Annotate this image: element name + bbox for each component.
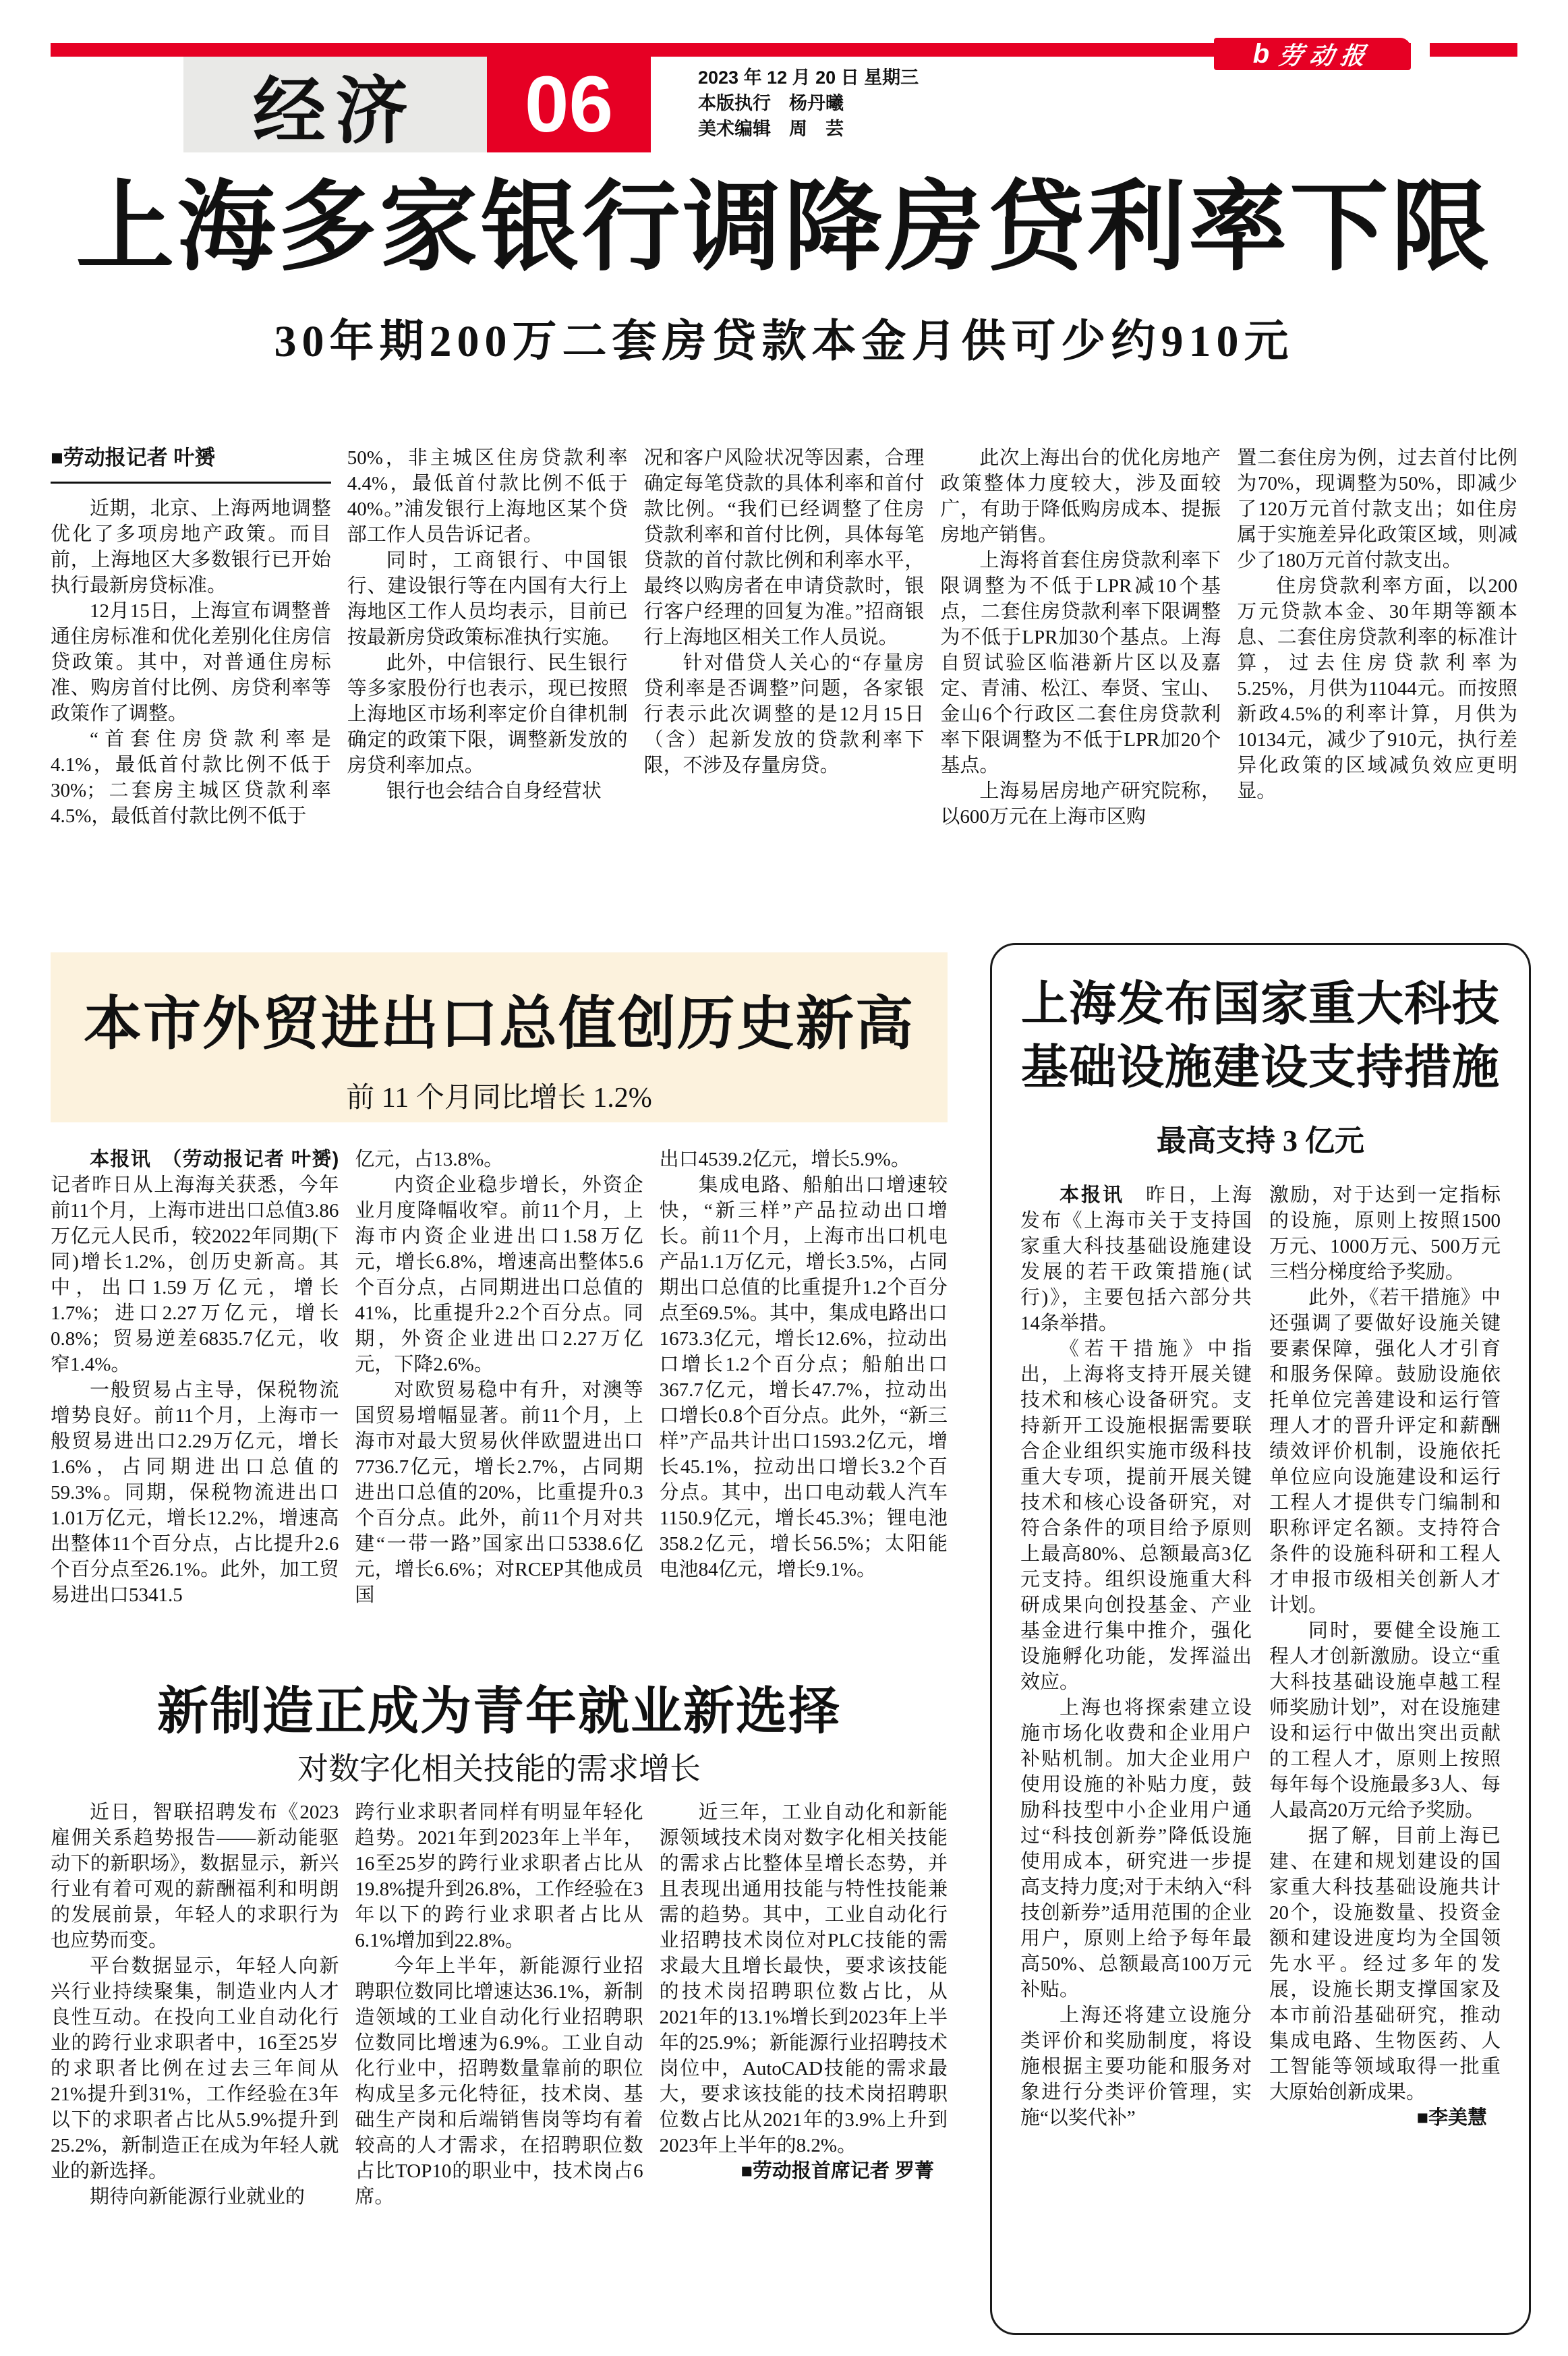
text-column <box>347 445 628 900</box>
paragraph: 50%，非主城区住房贷款利率4.4%，最低首付款比例不低于40%。”浦发银行上海地区某个贷部工作人员告诉记者。 <box>347 447 628 546</box>
page-number: 06 <box>524 60 614 149</box>
text-column <box>355 1147 643 1667</box>
text-column <box>1237 445 1517 900</box>
sci-tech-headline-line1: 上海发布国家重大科技 <box>1021 979 1500 1031</box>
paragraph: 针对借贷人关心的“存量房贷利率是否调整”问题，各家银行表示此次调整的是12月15日（含）起新发放的贷款利率下限，不涉及存量房贷。 <box>643 652 925 776</box>
page-number-box <box>487 57 651 152</box>
paragraph: 集成电路、船舶出口增速较快，“新三样”产品拉动出口增长。前11个月，上海市出口机电产品1.1万亿元，增长3.5%，占同期出口总值的比重提升1.2个百分点至69.5%。其中，集成电路出口1673.3亿元，增长12.6%，拉动出口增长1.2个百分点；船舶出口367.7亿元，增长47.7%，拉动出口增长0.8个百分点。此外，“新三样”产品共计出口1593.2亿元，增长45.1%，拉动出口增长3.2个百分点。其中，出口电动载人汽车1150.9亿元，增长45.3%；锂电池358.2亿元，增长56.5%；太阳能电池84亿元，增长9.1%。 <box>659 1174 948 1580</box>
paragraph: 出口4539.2亿元，增长5.9%。 <box>659 1149 910 1170</box>
paragraph: 此外，《若干措施》中还强调了要做好设施关键要素保障，强化人才引育和服务保障。鼓励设施依托单位完善建设和运行管理人才的晋升评定和薪酬绩效评价机制，设施依托单位应向设施建设和运行工程人才提供专门编制和职称评定名额。支持符合条件的设施科研和工程人才申报市级相关创新人才计划。 <box>1269 1287 1501 1616</box>
paragraph: 同时，要健全设施工程人才创新激励。设立“重大科技基础设施卓越工程师奖励计划”，对在设施建设和运行中做出突出贡献的工程人才，原则上按照每年每个设施最多3人、每人最高20万元给予奖励。 <box>1269 1620 1501 1821</box>
text-column <box>1020 1182 1252 2131</box>
paragraph: 上海还将建立设施分类评价和奖励制度，将设施根据主要功能和服务对象进行分类评价管理，实施“以奖代补” <box>1020 2005 1252 2129</box>
logo-b-icon: b <box>1252 39 1270 69</box>
paragraph: 上海也将探索建立设施市场化收费和企业用户补贴机制。加大企业用户使用设施的补贴力度，鼓励科技型中小企业用户通过“科技创新券”降低设施使用成本，研究进一步提高支持力度;对于未纳入“科技创新券”适用范围的企业用户，原则上给予每年最高50%、总额最高100万元补贴。 <box>1020 1697 1252 2001</box>
paragraph: 期待向新能源行业就业的 <box>90 2186 306 2208</box>
exec-editor-line: 本版执行 杨丹曦 <box>698 93 844 113</box>
paragraph: 本报讯 昨日，上海发布《上海市关于支持国家重大科技基础设施建设发展的若干政策措施(试行)》，主要包括六部分共14条举措。 <box>1020 1184 1252 1334</box>
logo-divider <box>1411 38 1430 70</box>
paragraph: 况和客户风险状况等因素，合理确定每笔贷款的具体利率和首付款比例。“我们已经调整了住房贷款利率和首付比例，具体每笔贷款的首付款比例和利率水平，最终以购房者在申请贷款时，银行客户经理的回复为准。”招商银行上海地区相关工作人员说。 <box>643 447 925 648</box>
section-label-box <box>183 57 487 152</box>
paragraph: 近三年，工业自动化和新能源领域技术岗对数字化相关技能的需求占比整体呈增长态势，并且表现出通用技能与特性技能兼需的趋势。其中，工业自动化行业招聘技术岗位对PLC技能的需求最大且增长最快，要求该技能的技术岗招聘职位数占比，从2021年的13.1%增长到2023年上半年的25.9%；新能源行业招聘技术岗位中，AutoCAD技能的需求最大，要求该技能的技术岗招聘职位数占比从2021年的3.9%上升到2023年上半年的8.2%。 <box>659 1802 948 2156</box>
paragraph: 此外，中信银行、民生银行等多家股份行也表示，现已按照上海地区市场利率定价自律机制确定的政策下限，调整新发放的房贷利率加点。 <box>347 652 628 776</box>
paragraph: 银行也会结合自身经营状 <box>386 780 602 802</box>
trade-subhead: 前 11 个月同比增长 1.2% <box>346 1083 652 1114</box>
manufacturing-subhead: 对数字化相关技能的需求增长 <box>297 1752 701 1786</box>
paragraph: 内资企业稳步增长，外资企业月度降幅收窄。前11个月，上海市内资企业进出口1.58万亿元，增长6.8%，增速高出整体5.6个百分点，占同期进出口总值的41%，比重提升2.2个百分点。同期，外资企业进出口2.27万亿元，下降2.6%。 <box>355 1174 643 1375</box>
paragraph: “首套住房贷款利率是4.1%，最低首付款比例不低于30%；二套房主城区贷款利率4.5%，最低首付款比例不低于 <box>51 728 331 827</box>
art-editor-line: 美术编辑 周 芸 <box>698 119 844 139</box>
text-column <box>660 1800 948 2334</box>
text-column <box>1269 1182 1501 2131</box>
sci-tech-headline <box>1020 973 1501 1100</box>
paragraph: 同时，工商银行、中国银行、建设银行等在内国有大行上海地区工作人员均表示，目前已按最新房贷政策标准执行实施。 <box>347 550 628 648</box>
sci-tech-box <box>990 943 1531 2335</box>
paragraph: 此次上海出台的优化房地产政策整体力度较大，涉及面较广，有助于降低购房成本、提振房地产销售。 <box>940 447 1221 546</box>
paragraph: 今年上半年，新能源行业招聘职位数同比增速达36.1%，新制造领域的工业自动化行业招聘职位数同比增速为6.9%。工业自动化行业中，招聘数量靠前的职位构成呈多元化特征，技术岗、基础生产岗和后端销售岗等均有着较高的人才需求，在招聘职位数占比TOP10的职业中，技术岗占6席。 <box>355 1955 643 2208</box>
sci-tech-headline-line2: 基础设施建设支持措施 <box>1021 1042 1500 1094</box>
paragraph: 激励，对于达到一定指标的设施，原则上按照1500万元、1000万元、500万元三档分梯度给予奖励。 <box>1269 1184 1501 1283</box>
lead-story-body <box>51 445 1517 900</box>
logo-name: 劳动报 <box>1277 42 1374 69</box>
lead-subhead: 30年期200万二套房贷款本金月供可少约910元 <box>274 317 1294 366</box>
paragraph: 置二套住房为例，过去首付比例为70%，现调整为50%，即减少了120万元首付款支出；如住房属于实施差异化政策区域，则减少了180万元首付款支出。 <box>1237 447 1517 571</box>
paragraph: 住房贷款利率方面，以200万元贷款本金、30年期等额本息、二套住房贷款利率的标准计算，过去住房贷款利率为5.25%，月供为11044元。而按照新政4.5%的利率计算，月供为10134元，减少了910元，执行差异化政策的区域减负效应更明显。 <box>1237 575 1517 802</box>
paragraph: 近期，北京、上海两地调整优化了多项房地产政策。而目前，上海地区大多数银行已开始执行最新房贷标准。 <box>51 498 331 596</box>
text-column <box>51 445 331 900</box>
paragraph: 上海易居房地产研究院称，以600万元在上海市区购 <box>940 780 1221 828</box>
text-column <box>51 1147 339 1667</box>
newspaper-logo <box>1214 38 1411 70</box>
text-column <box>940 445 1221 900</box>
trade-headline-box <box>51 952 948 1122</box>
trade-story-body <box>51 1147 948 1667</box>
paragraph: 12月15日，上海宣布调整普通住房标准和优化差别化住房信贷政策。其中，对普通住房标准、购房首付比例、房贷利率等政策作了调整。 <box>51 600 331 724</box>
manufacturing-headline: 新制造正成为青年就业新选择 <box>157 1684 841 1740</box>
paragraph: 本报讯 （劳动报记者 叶赟)记者昨日从上海海关获悉，今年前11个月，上海市进出口总值3.86万亿元人民币，较2022年同期(下同)增长1.2%，创历史新高。其中，出口1.59万亿元，增长1.7%；进口2.27万亿元，增长0.8%；贸易逆差6835.7亿元，收窄1.4%。 <box>51 1149 339 1375</box>
section-label: 经济 <box>252 71 417 152</box>
paragraph: 据了解，目前上海已建、在建和规划建设的国家重大科技基础设施共计20个，设施数量、投资金额和建设进度均为全国领先水平。经过多年的发展，设施长期支撑国家及本市前沿基础研究，推动集成电路、生物医药、人工智能等领域取得一批重大原始创新成果。 <box>1269 1825 1501 2103</box>
paragraph: 近日，智联招聘发布《2023雇佣关系趋势报告——新动能驱动下的新职场》，数据显示，新兴行业有着可观的薪酬福利和明朗的发展前景，年轻人的求职行为也应势而变。 <box>51 1802 339 1951</box>
paragraph: 亿元，占13.8%。 <box>355 1149 504 1170</box>
trade-headline: 本市外贸进出口总值创历史新高 <box>84 992 914 1056</box>
sci-tech-subhead: 最高支持 3 亿元 <box>1157 1124 1364 1157</box>
paragraph: 一般贸易占主导，保税物流增势良好。前11个月，上海市一般贸易进出口2.29万亿元，增长1.6%，占同期进出口总值的59.3%。同期，保税物流进出口1.01万亿元，增长12.2%，增速高出整体11个百分点，占比提升2.6个百分点至26.1%。此外，加工贸易进出口5341.5 <box>51 1379 339 1606</box>
paragraph: 平台数据显示，年轻人向新兴行业持续聚集，制造业内人才良性互动。在投向工业自动化行业的跨行业求职者中，16至25岁的求职者比例在过去三年间从21%提升到31%，工作经验在3年以下的求职者占比从5.9%提升到25.2%，新制造正在成为年轻人就业的新选择。 <box>51 1955 339 2182</box>
date-line: 2023 年 12 月 20 日 星期三 <box>698 67 919 88</box>
text-column <box>660 1147 948 1667</box>
byline: ■劳动报首席记者 罗菁 <box>741 2160 934 2182</box>
sci-tech-body <box>1020 1182 1501 2131</box>
text-column <box>355 1800 643 2334</box>
byline: ■李美慧 <box>1416 2107 1487 2129</box>
text-column <box>51 1800 339 2334</box>
text-column <box>644 445 925 900</box>
manufacturing-story-body <box>51 1800 948 2334</box>
masthead-meta <box>698 65 919 142</box>
byline: ■劳动报记者 叶赟 <box>51 445 331 484</box>
paragraph: 对欧贸易稳中有升，对澳等国贸易增幅显著。前11个月，上海市对最大贸易伙伴欧盟进出口7736.7亿元，增长2.7%，占同期进出口总值的20%，比重提升0.3个百分点。此外，前11个月对共建“一带一路”国家出口5338.6亿元，增长6.6%；对RCEP其他成员国 <box>355 1379 643 1606</box>
paragraph: 《若干措施》中指出，上海将支持开展关键技术和核心设备研究。支持新开工设施根据需要联合企业组织实施市级科技重大专项，提前开展关键技术和核心设备研究，对符合条件的项目给予原则上最高80%、总额最高3亿元支持。组织设施重大科研成果向创投基金、产业基金进行集中推介，强化设施孵化功能，发挥溢出效应。 <box>1020 1338 1252 1693</box>
lead-headline: 上海多家银行调降房贷利率下限 <box>76 173 1492 283</box>
paragraph: 跨行业求职者同样有明显年轻化趋势。2021年到2023年上半年，16至25岁的跨行业求职者占比从19.8%提升到26.8%，工作经验在3年以下的跨行业求职者占比从6.1%增加到22.8%。 <box>355 1802 643 1951</box>
paragraph: 上海将首套住房贷款利率下限调整为不低于LPR减10个基点，二套住房贷款利率下限调整为不低于LPR加30个基点。上海自贸试验区临港新片区以及嘉定、青浦、松江、奉贤、宝山、金山6个行政区二套住房贷款利率下限调整为不低于LPR加20个基点。 <box>940 550 1221 776</box>
